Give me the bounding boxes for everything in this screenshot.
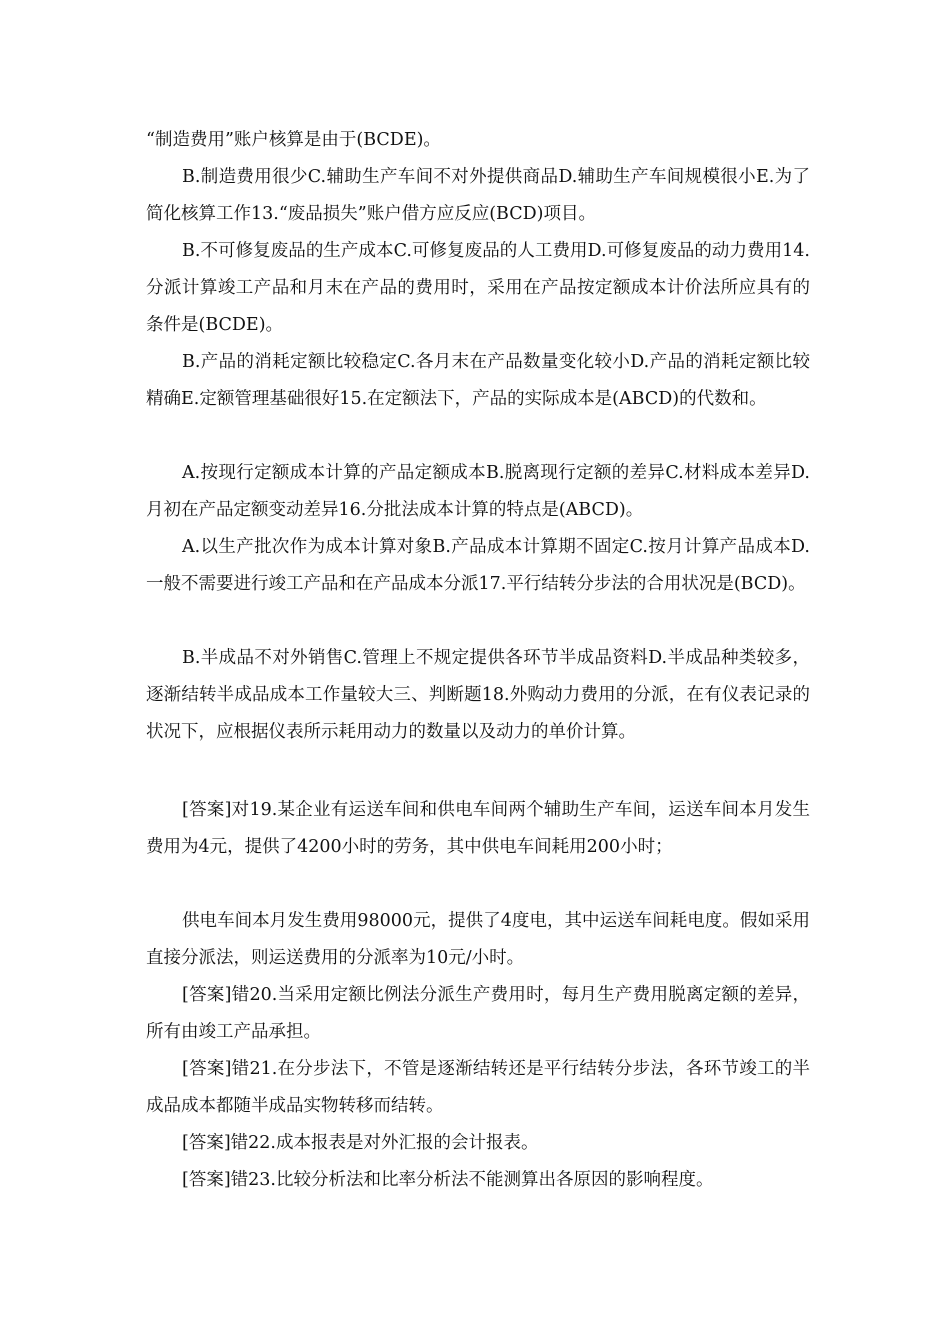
paragraph-1: “制造费用”账户核算是由于(BCDE)。: [146, 130, 441, 150]
paragraph-9: 供电车间本月发生费用98000元，提供了4度电，其中运送车间耗电度。假如采用直接分派法，则运送费用的分派率为10元/小时。: [146, 911, 810, 968]
paragraph-5: A.按现行定额成本计算的产品定额成本B.脱离现行定额的差异C.材料成本差异D.月初在产品定额变动差异16.分批法成本计算的特点是(ABCD)。: [146, 463, 810, 520]
paragraph-3: B.不可修复废品的生产成本C.可修复废品的人工费用D.可修复废品的动力费用14.分派计算竣工产品和月末在产品的费用时，采用在产品按定额成本计价法所应具有的条件是(BCDE)。: [146, 241, 810, 335]
paragraph-6: A.以生产批次作为成本计算对象B.产品成本计算期不固定C.按月计算产品成本D.一般不需要进行竣工产品和在产品成本分派17.平行结转分步法的合用状况是(BCD)。: [146, 537, 810, 594]
paragraph-11: [答案]错21.在分步法下，不管是逐渐结转还是平行结转分步法，各环节竣工的半成品成本都随半成品实物转移而结转。: [146, 1059, 810, 1116]
paragraph-8: [答案]对19.某企业有运送车间和供电车间两个辅助生产车间，运送车间本月发生费用为4元，提供了4200小时的劳务，其中供电车间耗用200小时；: [146, 800, 810, 857]
paragraph-2: B.制造费用很少C.辅助生产车间不对外提供商品D.辅助生产车间规模很小E.为了简化核算工作13.“废品损失”账户借方应反应(BCD)项目。: [146, 167, 810, 224]
paragraph-12: [答案]错22.成本报表是对外汇报的会计报表。: [182, 1133, 539, 1153]
paragraph-7: B.半成品不对外销售C.管理上不规定提供各环节半成品资料D.半成品种类较多，逐渐结转半成品成本工作量较大三、判断题18.外购动力费用的分派，在有仪表记录的状况下，应根据仪表所示耗用动力的数量以及动力的单价计算。: [146, 648, 810, 742]
paragraph-13: [答案]错23.比较分析法和比率分析法不能测算出各原因的影响程度。: [182, 1170, 714, 1190]
paragraph-10: [答案]错20.当采用定额比例法分派生产费用时，每月生产费用脱离定额的差异，所有由竣工产品承担。: [146, 985, 810, 1042]
paragraph-4: B.产品的消耗定额比较稳定C.各月末在产品数量变化较小D.产品的消耗定额比较精确E.定额管理基础很好15.在定额法下，产品的实际成本是(ABCD)的代数和。: [146, 352, 810, 409]
